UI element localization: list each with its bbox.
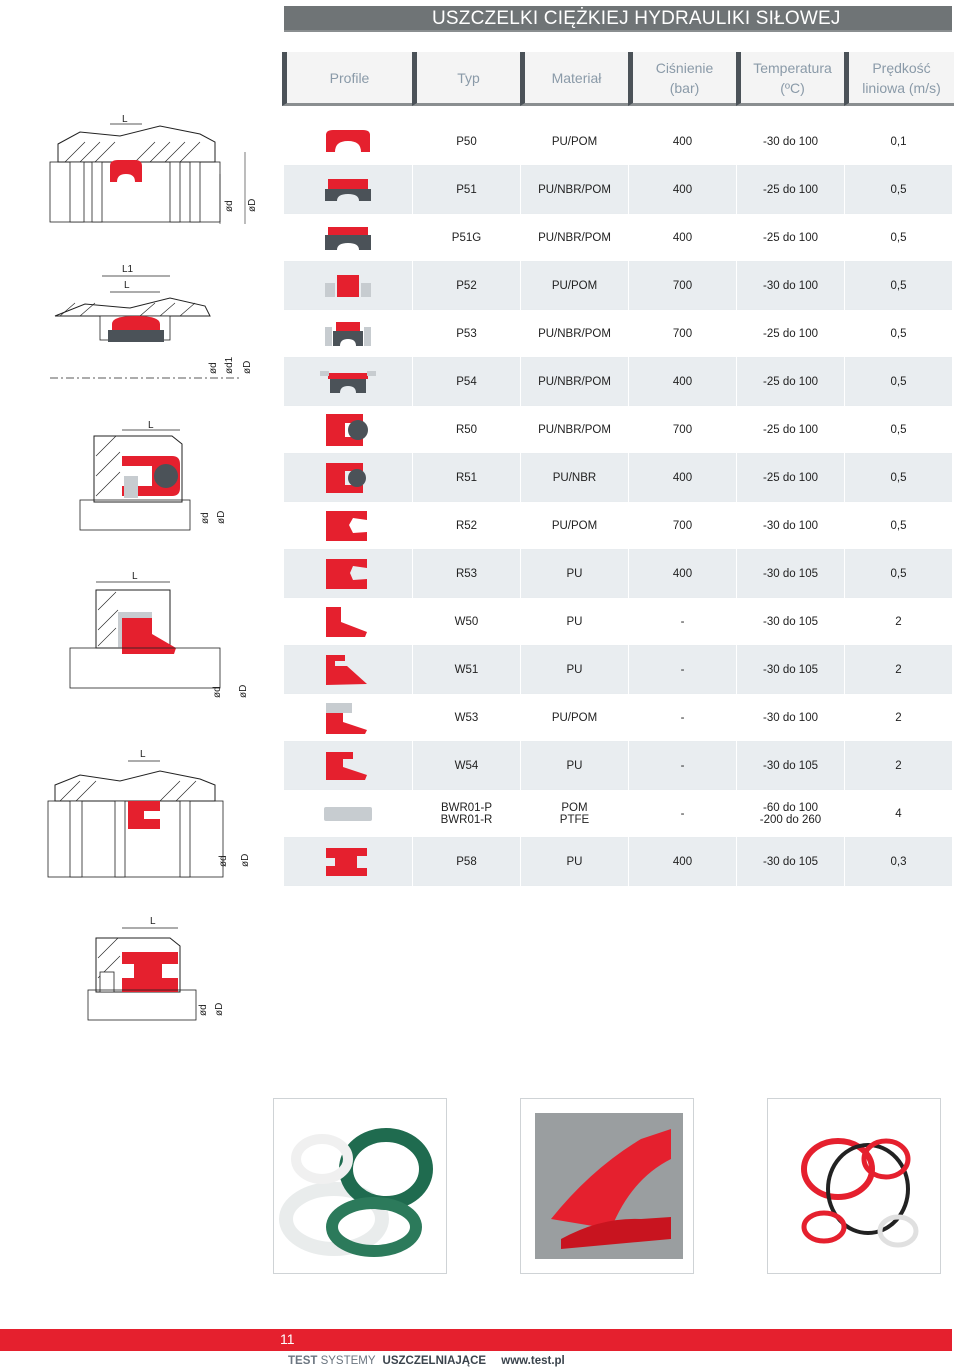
profile-icon xyxy=(284,838,412,886)
svg-text:øD: øD xyxy=(238,684,249,698)
svg-text:L: L xyxy=(140,749,146,760)
table-row: P53 PU/NBR/POM 700 -25 do 100 0,5 xyxy=(284,310,952,358)
header-speed-unit: liniowa (m/s) xyxy=(862,79,941,96)
svg-text:øD: øD xyxy=(214,1002,225,1016)
header-pressure-unit: (bar) xyxy=(669,79,700,96)
svg-text:L: L xyxy=(124,280,130,291)
table-row xyxy=(284,118,952,166)
svg-text:øD: øD xyxy=(216,510,227,524)
installation-diagram-p5x xyxy=(40,112,270,232)
svg-text:L: L xyxy=(148,420,154,431)
svg-text:ød: ød xyxy=(224,200,235,212)
product-photo-red-seal xyxy=(520,1098,694,1274)
title-bar xyxy=(284,6,952,30)
page-title: USZCZELKI CIĘŻKIEJ HYDRAULIKI SIŁOWEJ xyxy=(432,8,841,29)
table-row: R53 PU 400 -30 do 105 0,5 xyxy=(284,550,952,598)
page-number: 11 xyxy=(280,1331,295,1347)
header-material-label: Materiał xyxy=(551,69,602,86)
profile-icon xyxy=(284,742,412,790)
profile-icon xyxy=(284,118,412,166)
header-temperature-label: Temperatura xyxy=(753,59,832,76)
header-temperature-unit: (ºC) xyxy=(780,79,805,96)
cell-speed: 0,1 xyxy=(844,118,952,166)
installation-diagram-p58 xyxy=(70,912,250,1024)
header-profile-label: Profile xyxy=(329,69,370,86)
footer-brand: TEST xyxy=(288,1355,318,1367)
table-row: P54 PU/NBR/POM 400 -25 do 100 0,5 xyxy=(284,358,952,406)
profile-icon xyxy=(284,406,412,454)
header-pressure-label: Ciśnienie xyxy=(655,59,714,76)
footer-tagline-1: SYSTEMY xyxy=(320,1355,376,1367)
cell-pressure: 400 xyxy=(628,118,736,166)
table-row: P51 PU/NBR/POM 400 -25 do 100 0,5 xyxy=(284,166,952,214)
profile-icon xyxy=(284,694,412,742)
header-speed-label: Prędkość xyxy=(872,59,931,76)
profile-icon xyxy=(284,502,412,550)
profile-icon xyxy=(284,790,412,838)
header-temperature xyxy=(736,52,844,106)
svg-text:ød: ød xyxy=(218,855,229,867)
cell-typ: P50 xyxy=(412,118,520,166)
product-photo-green-seals xyxy=(273,1098,447,1274)
header-speed xyxy=(844,52,954,106)
profile-icon xyxy=(284,646,412,694)
table-header xyxy=(282,52,954,106)
installation-diagram-r5x xyxy=(72,416,252,534)
svg-text:ød: ød xyxy=(208,362,219,374)
profile-icon xyxy=(284,310,412,358)
profile-icon xyxy=(284,214,412,262)
table-row: R52 PU/POM 700 -30 do 100 0,5 xyxy=(284,502,952,550)
product-photo-mixed-seals xyxy=(767,1098,941,1274)
profile-icon xyxy=(284,358,412,406)
table-row: W54 PU - -30 do 105 2 xyxy=(284,742,952,790)
table-row: P58 PU 400 -30 do 105 0,3 xyxy=(284,838,952,886)
table-row: BWR01-P BWR01-R POM PTFE - -60 do 100 -200 do 260 4 xyxy=(284,790,952,838)
installation-diagram-p52 xyxy=(40,258,270,388)
svg-text:øD: øD xyxy=(247,198,258,212)
table-row: W50 PU - -30 do 105 2 xyxy=(284,598,952,646)
svg-text:øD: øD xyxy=(240,853,251,867)
footer-tagline-2: USZCZELNIAJĄCE xyxy=(382,1355,487,1367)
footer-text xyxy=(288,1355,565,1367)
cell-temperature: -30 do 100 xyxy=(736,118,844,166)
profile-icon xyxy=(284,262,412,310)
header-material xyxy=(520,52,628,106)
profile-icon xyxy=(284,598,412,646)
table-row: P52 PU/POM 700 -30 do 100 0,5 xyxy=(284,262,952,310)
table-row: R50 PU/NBR/POM 700 -25 do 100 0,5 xyxy=(284,406,952,454)
svg-text:L: L xyxy=(150,916,156,927)
profile-icon xyxy=(284,550,412,598)
table-row: P51G PU/NBR/POM 400 -25 do 100 0,5 xyxy=(284,214,952,262)
profile-icon xyxy=(284,454,412,502)
cell-material: PU/POM xyxy=(520,118,628,166)
header-profile xyxy=(282,52,412,106)
svg-text:øD: øD xyxy=(242,360,253,374)
profile-icon xyxy=(284,166,412,214)
installation-diagram-w54 xyxy=(40,745,270,885)
table-row: R51 PU/NBR 400 -25 do 100 0,5 xyxy=(284,454,952,502)
svg-text:L: L xyxy=(132,571,138,582)
title-underline xyxy=(284,30,952,32)
svg-text:L1: L1 xyxy=(122,264,134,275)
header-pressure xyxy=(628,52,736,106)
table-row: W51 PU - -30 do 105 2 xyxy=(284,646,952,694)
svg-text:ød: ød xyxy=(200,512,211,524)
svg-text:ød: ød xyxy=(198,1004,209,1016)
installation-diagram-w5x xyxy=(60,568,260,702)
svg-text:L: L xyxy=(122,114,128,125)
footer-bar xyxy=(0,1329,952,1351)
header-typ xyxy=(412,52,520,106)
footer-website[interactable]: www.test.pl xyxy=(501,1355,565,1367)
header-typ-label: Typ xyxy=(457,69,480,86)
svg-text:ød: ød xyxy=(212,686,223,698)
table-row: W53 PU/POM - -30 do 100 2 xyxy=(284,694,952,742)
svg-text:ød1: ød1 xyxy=(224,356,235,374)
